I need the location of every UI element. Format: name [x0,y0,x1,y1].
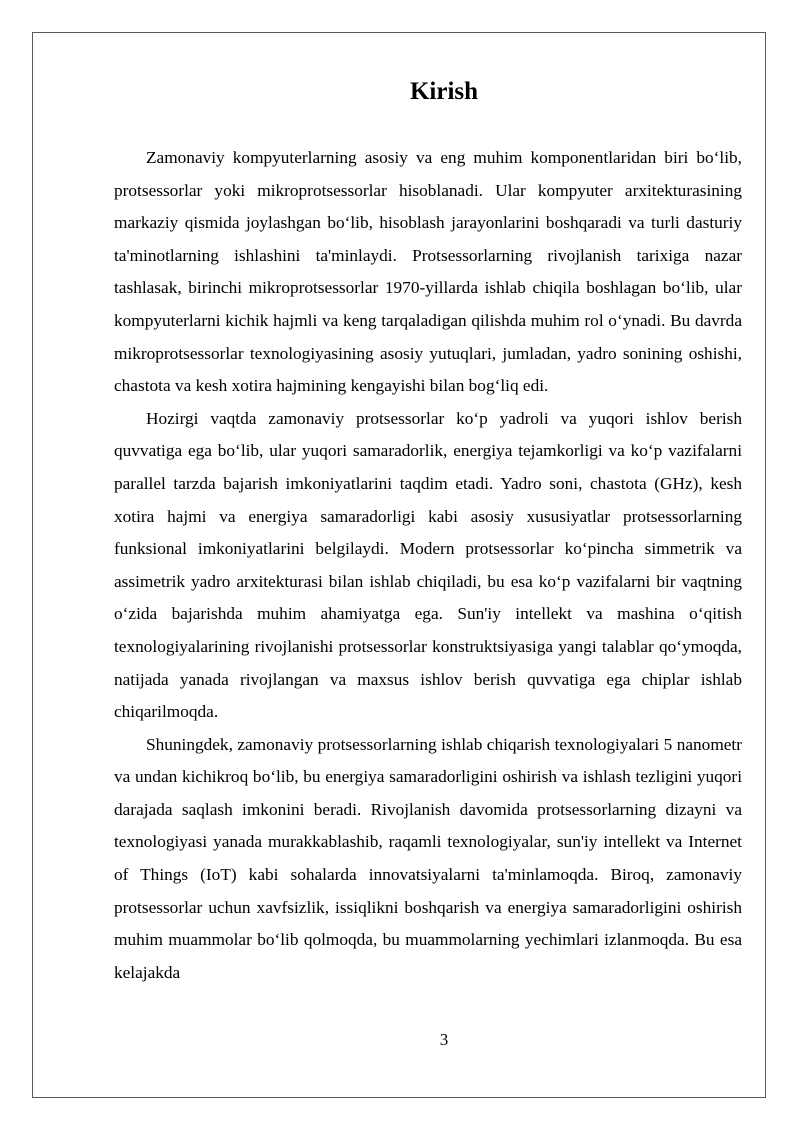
paragraph-2: Hozirgi vaqtda zamonaviy protsessorlar ko‘p yadroli va yuqori ishlov berish quvvatiga ega bo‘lib, ular yuqori samaradorlik, energiya tejamkorligi va ko‘p vazifalarni parallel tarzda bajarish imkoniyatlarini taqdim etadi. Yadro soni, chastota (GHz), kesh xotira hajmi va energiya samaradorligi kabi asosiy xususiyatlar protsessorlarning funksional imkoniyatlarini belgilaydi. Modern protsessorlar ko‘pincha simmetrik va assimetrik yadro arxitekturasi bilan ishlab chiqiladi, bu esa ko‘p vazifalarni bir vaqtning o‘zida bajarishda muhim ahamiyatga ega. Sun'iy intellekt va mashina o‘qitish texnologiyalarining rivojlanishi protsessorlar konstruktsiyasiga yangi talablar qo‘ymoqda, natijada yanada rivojlangan va maxsus ishlov berish quvvatiga ega chiplar ishlab chiqarilmoqda. [114,408,742,722]
paragraph-3: Shuningdek, zamonaviy protsessorlarning ishlab chiqarish texnologiyalari 5 nanometr va undan kichikroq bo‘lib, bu energiya samaradorligini oshirish va ishlash tezligini yuqori darajada saqlash imkonini beradi. Rivojlanish davomida protsessorlarning dizayni va texnologiyasi yanada murakkablashib, raqamli texnologiyalar, sun'iy intellekt va Internet of Things (IoT) kabi sohalarda innovatsiyalarni ta'minlamoqda. Biroq, zamonaviy protsessorlar uchun xavfsizlik, issiqlikni boshqarish va energiya samaradorligini oshirish muhim muammolar bo‘lib qolmoqda, bu muammolarning yechimlari izlanmoqda. Bu esa kelajakda [114,734,742,982]
body-text [114,142,742,989]
page-number: 3 [439,1030,449,1049]
paragraph-1: Zamonaviy kompyuterlarning asosiy va eng muhim komponentlaridan biri bo‘lib, protsessorlar yoki mikroprotsessorlar hisoblanadi. Ular kompyuter arxitekturasining markaziy qismida joylashgan bo‘lib, hisoblash jarayonlarini boshqaradi va turli dasturiy ta'minotlarning ishlashini ta'minlaydi. Protsessorlarning rivojlanish tarixiga nazar tashlasak, birinchi mikroprotsessorlar 1970-yillarda ishlab chiqila boshlagan bo‘lib, ular kompyuterlarni kichik hajmli va keng tarqaladigan qilishda muhim rol o‘ynadi. Bu davrda mikroprotsessorlar texnologiyasining asosiy yutuqlari, jumladan, yadro sonining oshishi, chastota va kesh xotira hajmining kengayishi bilan bog‘liq edi. [114,148,742,396]
page-title: Kirish [409,78,479,105]
